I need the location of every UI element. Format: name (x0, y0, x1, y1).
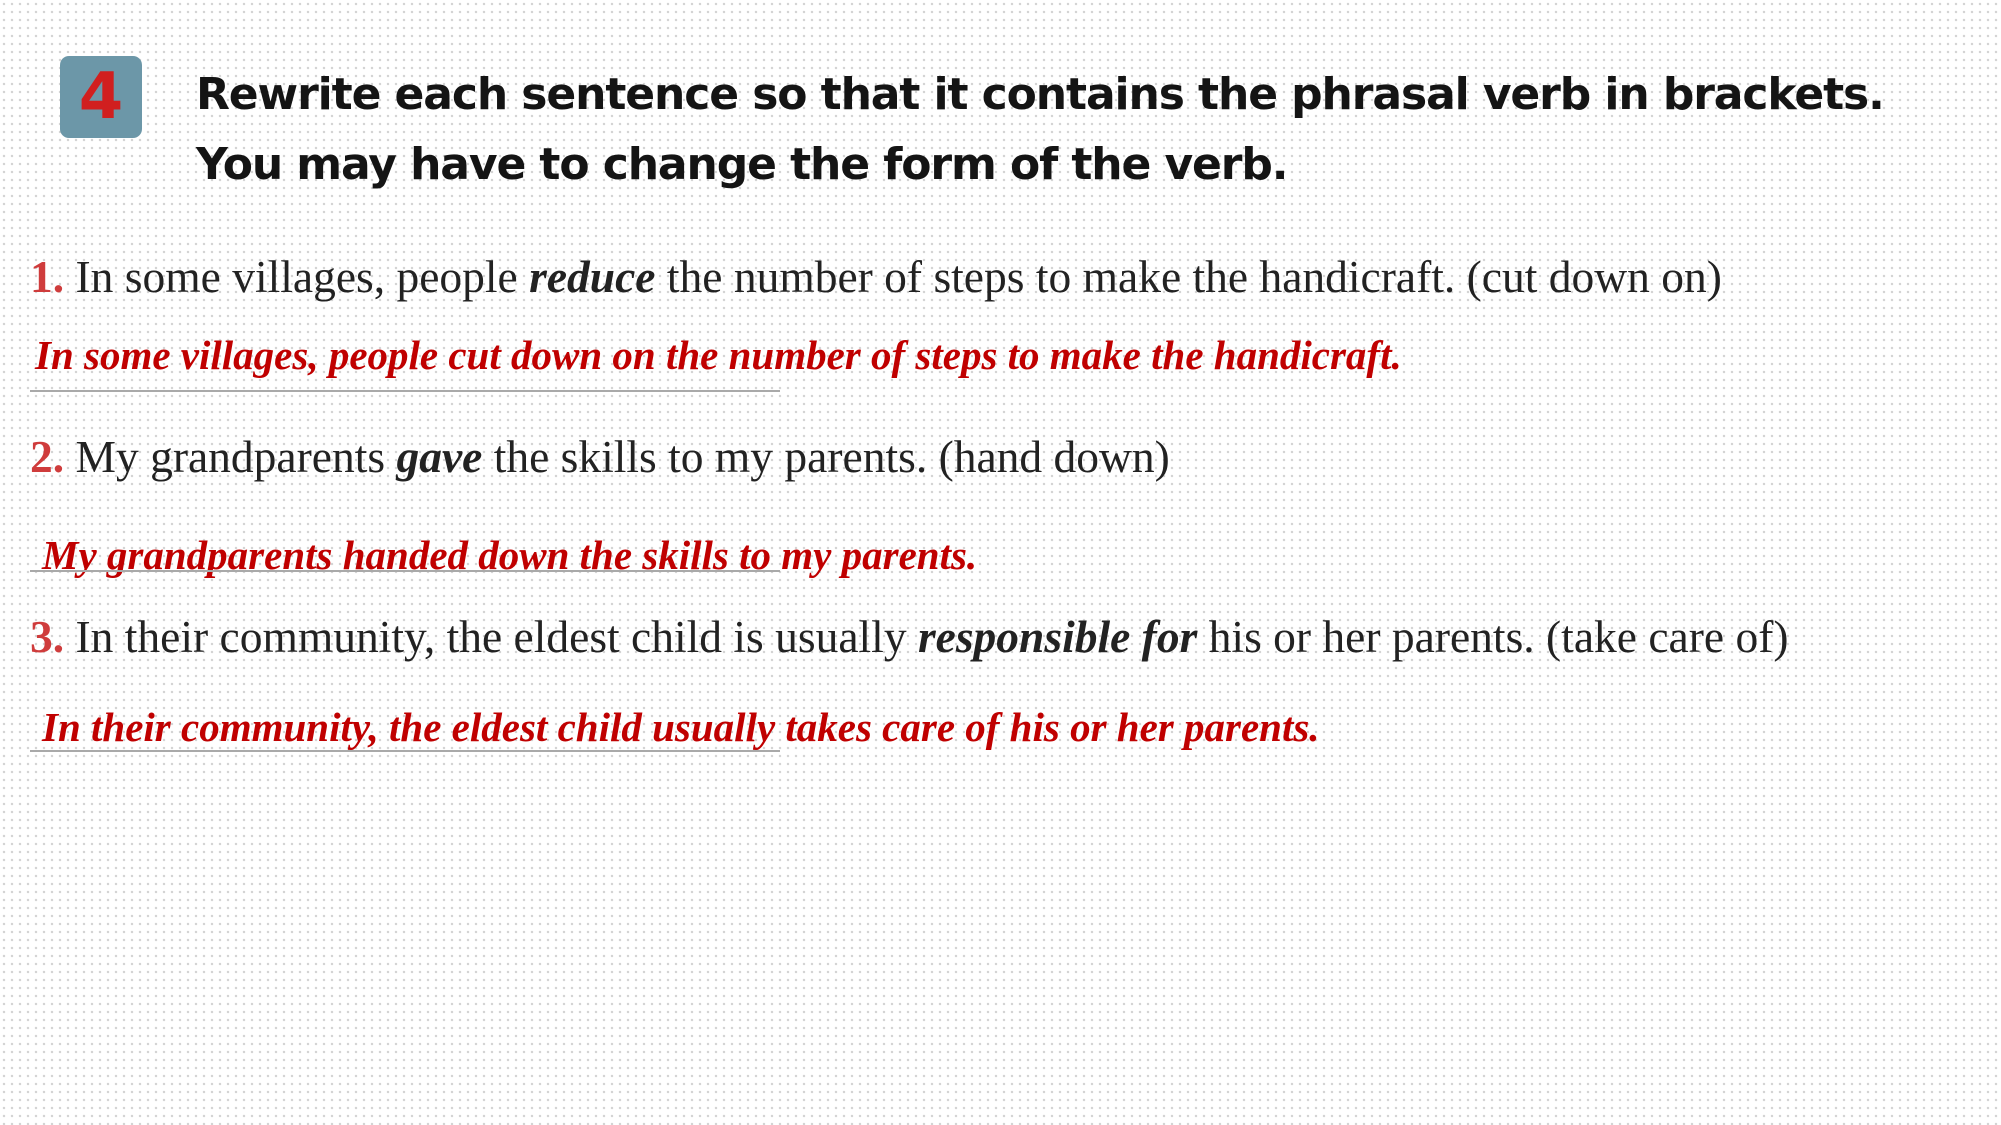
instruction-line-2: You may have to change the form of the verb. (196, 139, 1288, 190)
question-text-before: In some villages, people (75, 251, 530, 302)
answer-3: In their community, the eldest child usually takes care of his or her parents. (42, 704, 1320, 750)
question-number: 2. (30, 431, 65, 482)
answer-line-2 (30, 570, 780, 572)
question-2 (30, 431, 1170, 482)
question-text-after: the number of steps to make the handicraft. (cut down on) (655, 251, 1722, 302)
question-number: 1. (30, 251, 65, 302)
question-3 (30, 611, 1789, 662)
answer-1: In some villages, people cut down on the number of steps to make the handicraft. (35, 332, 1402, 378)
answer-2: My grandparents handed down the skills to my parents. (42, 532, 978, 578)
exercise-number: 4 (78, 60, 124, 134)
question-text-before: My grandparents (75, 431, 397, 482)
question-keyword: responsible for (917, 611, 1198, 662)
instruction-line-1: Rewrite each sentence so that it contains the phrasal verb in brackets. (196, 69, 1884, 120)
exercise-instruction (196, 60, 1884, 200)
question-text-after: the skills to my parents. (hand down) (482, 431, 1170, 482)
question-1 (30, 251, 1722, 302)
question-number: 3. (30, 611, 65, 662)
question-keyword: reduce (529, 251, 656, 302)
question-text-after: his or her parents. (take care of) (1197, 611, 1789, 662)
question-text-before: In their community, the eldest child is usually (75, 611, 918, 662)
answer-line-1 (30, 390, 780, 392)
exercise-number-badge (60, 56, 142, 138)
answer-line-3 (30, 750, 780, 752)
question-keyword: gave (396, 431, 483, 482)
